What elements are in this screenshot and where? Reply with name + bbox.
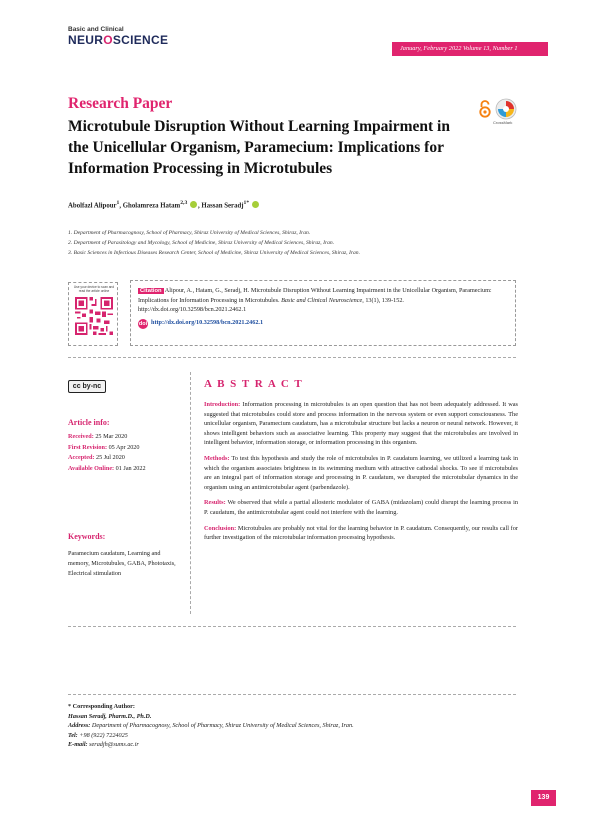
keywords-heading: Keywords: bbox=[68, 532, 106, 541]
article-info bbox=[68, 432, 146, 474]
doi-row bbox=[138, 318, 508, 329]
crossmark-icon[interactable] bbox=[495, 98, 517, 120]
abstract-introduction: Introduction: Information processing in microtubules is an open question that has not been adequately addressed. It was suggested that microtubules could store and process information in the nervous system or even support consciousness. The unicellular organism, Paramecium caudatum, has a microtubular structure but lacks a neuron or neural network. However, it shows intelligent behaviors such as associative learning. This property may suggest that the microtubules are involved in intelligent behavior, information storage, or information processing in this organism. bbox=[204, 401, 519, 447]
journal-logo bbox=[68, 26, 198, 47]
affiliations bbox=[68, 228, 360, 258]
abstract-conclusion: Conclusion: Microtubules are probably not vital for the learning behavior in P. caudatum. Consequently, our results call for further investigation of the microtubular information processing hypothesis. bbox=[204, 524, 518, 542]
article-title: Microtubule Disruption Without Learning Impairment in the Unicellular Organism, Paramecium: Implications for Information Processing in Microtubules bbox=[68, 118, 450, 177]
abstract-body bbox=[204, 400, 518, 549]
affiliation-item: 3. Basic Sciences in Infectious Diseases Research Center, School of Medicine, Shiraz University of Medical Sciences, Shiraz, Iran. bbox=[68, 250, 360, 256]
keywords-text: Paramecium caudatum, Learning and memory, Microtubules, GABA, Phototaxis, Electrical stimulation bbox=[68, 550, 176, 577]
citation-tag: Citation bbox=[140, 288, 162, 294]
author-list: Abolfazl Alipour$^1$, Gholamreza Hatam$^{2,3}$ , Hassan Seradj$^{1*}$ bbox=[68, 200, 260, 209]
journal-logo-subtitle: Basic and Clinical bbox=[68, 26, 124, 33]
qr-code-icon[interactable] bbox=[75, 297, 113, 335]
open-access-icon bbox=[478, 100, 492, 118]
article-type: Research Paper bbox=[68, 95, 173, 112]
article-info-heading: Article info: bbox=[68, 418, 110, 427]
page-number: 139 bbox=[531, 790, 556, 806]
issue-banner: January, February 2022 Volume 13, Number 1 bbox=[392, 42, 548, 56]
column-divider bbox=[190, 372, 191, 614]
article-info-row: Available Online: 01 Jan 2022 bbox=[68, 464, 146, 472]
citation-box bbox=[130, 280, 516, 346]
section-divider bbox=[68, 357, 516, 358]
corresponding-heading: * Corresponding Author: bbox=[68, 703, 135, 710]
citation-journal: Basic and Clinical Neuroscience bbox=[281, 297, 363, 304]
section-divider bbox=[68, 626, 516, 627]
article-badges bbox=[478, 98, 522, 126]
orcid-icon[interactable] bbox=[252, 201, 259, 208]
corresponding-tel: Tel: +98 (922) 7224025 bbox=[68, 731, 128, 739]
footnote-divider bbox=[68, 694, 516, 695]
affiliation-item: 1. Department of Pharmacognosy, School of Pharmacy, Shiraz University of Medical Sciences, Shiraz, Iran. bbox=[68, 230, 311, 236]
doi-icon: doi bbox=[138, 321, 148, 327]
doi-link[interactable]: http://dx.doi.org/10.32598/bcn.2021.2462.1 bbox=[151, 319, 264, 326]
author-name[interactable]: Hassan Seradj bbox=[201, 202, 244, 210]
corresponding-address: Address: Department of Pharmacognosy, School of Pharmacy, Shiraz University of Medical Sciences, Shiraz, Iran. bbox=[68, 722, 354, 729]
corresponding-author bbox=[68, 702, 354, 750]
corresponding-name: Hassan Seradj, Pharm.D., Ph.D. bbox=[68, 712, 152, 720]
abstract-methods: Methods: To test this hypothesis and study the role of microtubules in P. caudatum learning, we utilized a learning task in which the organism associates brightness in its swimming medium with attractive cathodal shocks. To see if microtubules are an integral part of information storage and processing in P. caudatum, we disrupted the microtubular dynamics in the organism using an antimicrotubular agent (parbendazole). bbox=[204, 454, 518, 491]
journal-logo-title: NEUROSCIENCE bbox=[68, 33, 169, 47]
corresponding-email: E-mail: seradjh@sums.ac.ir bbox=[68, 741, 139, 748]
citation-rest: , 13(1), 139-152. http://dx.doi.org/10.32598/bcn.2021.2462.1 bbox=[138, 297, 404, 313]
article-info-row: Accepted: 25 Jul 2020 bbox=[68, 454, 125, 461]
orcid-icon[interactable] bbox=[190, 201, 197, 208]
qr-note: Use your device to scan and read the article online bbox=[73, 285, 115, 293]
article-info-row: First Revision: 05 Apr 2020 bbox=[68, 443, 140, 451]
abstract-results: Results: We observed that while a partial allosteric modulator of GABA (midazolam) could disrupt the learning process in P. caudatum, the antimicrotubular agent could not interfere with the learning. bbox=[204, 499, 518, 516]
license-badge[interactable]: cc by-nc bbox=[68, 380, 106, 393]
author-name[interactable]: Abolfazl Alipour bbox=[68, 202, 117, 210]
crossmark-label: CrossMark bbox=[493, 120, 513, 125]
abstract-heading: A B S T R A C T bbox=[204, 378, 304, 390]
article-info-row: Received: 25 Mar 2020 bbox=[68, 433, 128, 440]
affiliation-item: 2. Department of Parasitology and Mycology, School of Medicine, Shiraz University of Medical Sciences, Shiraz, Iran. bbox=[68, 240, 335, 246]
qr-code-box bbox=[68, 282, 118, 346]
author-name[interactable]: Gholamreza Hatam bbox=[122, 202, 181, 210]
citation-text: Alipour, A., Hatam, G., Seradj, H. Microtubule Disruption Without Learning Impairment in the Unicellular Organism, Paramecium: Implications for Information Processing in Microtubules. bbox=[138, 287, 492, 304]
